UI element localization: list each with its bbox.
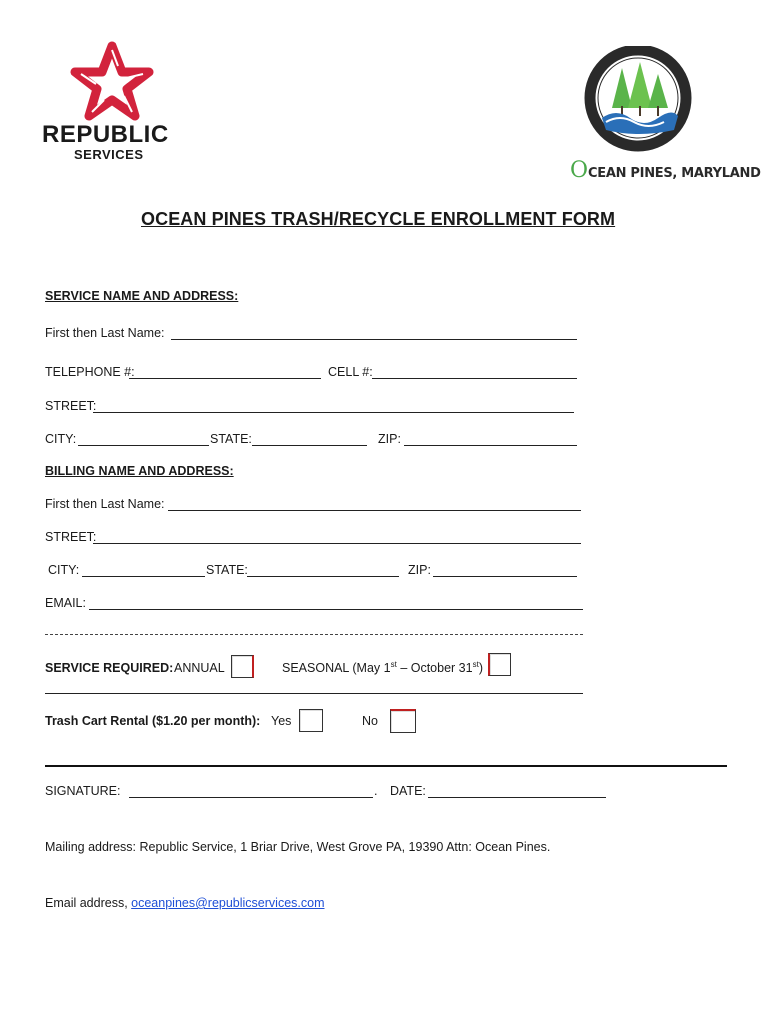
cell-field[interactable] bbox=[372, 364, 577, 379]
telephone-field[interactable] bbox=[129, 364, 321, 379]
no-label: No bbox=[362, 714, 378, 728]
billing-street-label: STREET: bbox=[45, 530, 97, 544]
service-section-heading: SERVICE NAME AND ADDRESS: bbox=[45, 289, 239, 303]
republic-logo-line1: REPUBLIC bbox=[42, 121, 169, 148]
service-required-rule bbox=[45, 693, 583, 694]
state-field[interactable] bbox=[252, 431, 367, 446]
annual-checkbox[interactable] bbox=[231, 655, 254, 678]
seasonal-sup-1: st bbox=[390, 659, 397, 669]
seasonal-mid: – October 31 bbox=[396, 661, 473, 675]
street-field[interactable] bbox=[93, 398, 574, 413]
email-field[interactable] bbox=[89, 595, 583, 610]
seasonal-label bbox=[282, 660, 483, 676]
date-label: DATE: bbox=[390, 784, 426, 798]
street-label: STREET: bbox=[45, 399, 97, 413]
billing-zip-label: ZIP: bbox=[408, 563, 431, 577]
state-label: STATE: bbox=[210, 432, 252, 446]
seasonal-suffix: ) bbox=[478, 661, 483, 675]
billing-first-last-name-field[interactable] bbox=[168, 496, 581, 511]
cell-label: CELL #: bbox=[328, 365, 373, 379]
email-address-link[interactable]: oceanpines@republicservices.com bbox=[131, 896, 325, 910]
city-field[interactable] bbox=[78, 431, 209, 446]
mailing-address: Mailing address: Republic Service, 1 Briar Drive, West Grove PA, 19390 Attn: Ocean Pines. bbox=[45, 840, 551, 854]
no-checkbox[interactable] bbox=[390, 709, 416, 733]
billing-city-label: CITY: bbox=[48, 563, 80, 577]
republic-logo-line2: SERVICES bbox=[74, 147, 144, 162]
telephone-label: TELEPHONE #: bbox=[45, 365, 135, 379]
service-required-label: SERVICE REQUIRED: bbox=[45, 661, 174, 675]
email-address-line bbox=[45, 895, 325, 911]
seasonal-sup-2: st bbox=[472, 659, 479, 669]
caption-first-letter: O bbox=[570, 158, 589, 183]
ocean-pines-caption bbox=[570, 158, 761, 183]
republic-services-logo bbox=[40, 40, 190, 170]
ocean-pines-seal-logo bbox=[560, 46, 720, 156]
billing-first-last-name-label: First then Last Name: bbox=[45, 497, 165, 511]
seasonal-prefix: SEASONAL (May 1 bbox=[282, 661, 391, 675]
signature-period: . bbox=[374, 784, 378, 798]
zip-field[interactable] bbox=[404, 431, 577, 446]
signature-label: SIGNATURE: bbox=[45, 784, 121, 798]
yes-checkbox[interactable] bbox=[299, 709, 323, 732]
signature-section-rule bbox=[45, 765, 727, 767]
form-title: OCEAN PINES TRASH/RECYCLE ENROLLMENT FORM bbox=[141, 209, 616, 229]
billing-street-field[interactable] bbox=[93, 529, 581, 544]
billing-state-field[interactable] bbox=[247, 562, 399, 577]
annual-label: ANNUAL bbox=[174, 661, 225, 675]
city-label: CITY: bbox=[45, 432, 77, 446]
seasonal-checkbox[interactable] bbox=[488, 653, 511, 676]
billing-zip-field[interactable] bbox=[433, 562, 577, 577]
ocean-pines-logo bbox=[560, 46, 761, 186]
dashed-separator bbox=[45, 634, 583, 635]
email-address-label: Email address, bbox=[45, 896, 132, 910]
billing-state-label: STATE: bbox=[206, 563, 248, 577]
zip-label: ZIP: bbox=[378, 432, 401, 446]
republic-star-logo bbox=[40, 40, 190, 128]
signature-field[interactable] bbox=[129, 783, 373, 798]
email-label: EMAIL: bbox=[45, 596, 86, 610]
billing-city-field[interactable] bbox=[82, 562, 205, 577]
first-last-name-label: First then Last Name: bbox=[45, 326, 165, 340]
cart-rental-label: Trash Cart Rental ($1.20 per month): bbox=[45, 714, 261, 728]
first-last-name-field[interactable] bbox=[171, 325, 577, 340]
yes-label: Yes bbox=[271, 714, 292, 728]
caption-rest: CEAN PINES, MARYLAND bbox=[588, 166, 761, 181]
date-field[interactable] bbox=[428, 783, 606, 798]
billing-section-heading: BILLING NAME AND ADDRESS: bbox=[45, 464, 234, 478]
